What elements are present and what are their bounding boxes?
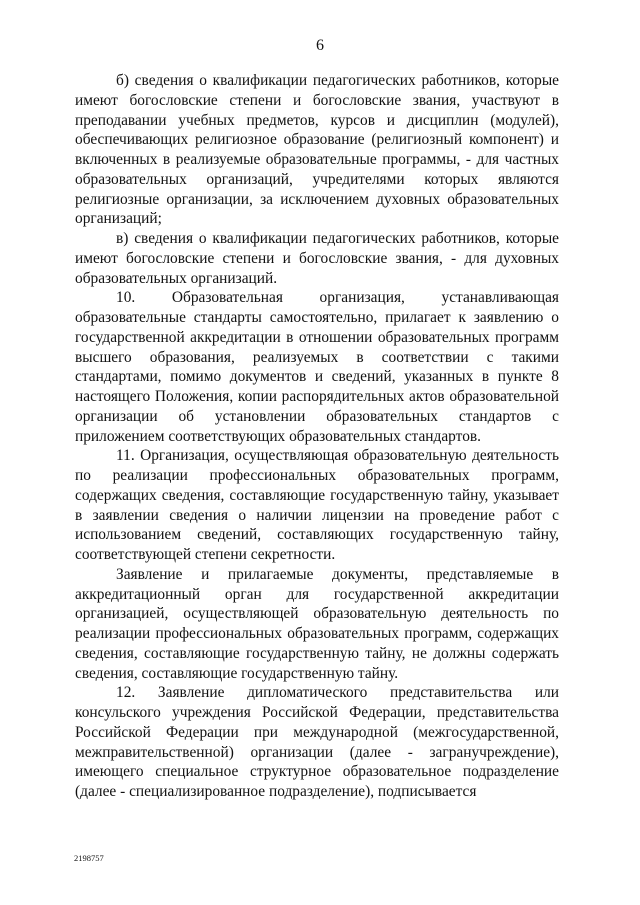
paragraph-clause-11: 11. Организация, осуществляющая образовательную деятельность по реализации профессиональных образовательных программ, содержащих сведения, составляющие государственную тайну, указывает в заявлении сведения о наличии лицензии на проведение работ с использованием сведений, составляющих государственную тайну, соответствующей степени секретности. (75, 447, 559, 563)
paragraph-clause-11-continued: Заявление и прилагаемые документы, представляемые в аккредитационный орган для государственной аккредитации организацией, осуществляющей образовательную деятельность по реализации профессиональных образовательных программ, содержащих сведения, составляющие государственную тайну, не должны содержать сведения, составляющие государственную тайну. (75, 565, 559, 682)
page-number: 6 (316, 37, 324, 54)
paragraph-clause-12: 12. Заявление дипломатического представительства или консульского учреждения Российской Федерации, представительства Российской Федерации при международной (межгосударственной, межправительственной) организации (далее - загранучреждение), имеющего специальное структурное образовательное подразделение (далее - специализированное подразделение), подписывается (75, 684, 559, 800)
paragraph-item-b: б) сведения о квалификации педагогических работников, которые имеют богословские степени и богословские звания, участвуют в преподавании учебных предметов, курсов и дисциплин (модулей), обеспечивающих религиозное образование (религиозный компонент) и включенных в реализуемые образовательные программы, - для частных образовательных организаций, учредителями которых являются религиозные организации, за исключением духовных образовательных организаций; (75, 72, 559, 228)
document-code: 2198757 (74, 853, 104, 863)
paragraph-clause-10: 10. Образовательная организация, устанавливающая образовательные стандарты самостоятельно, прилагает к заявлению о государственной аккредитации в отношении образовательных программ высшего образования, реализуемых в соответствии с такими стандартами, помимо документов и сведений, указанных в пункте 8 настоящего Положения, копии распорядительных актов образовательной организации об установлении образовательных стандартов с приложением соответствующих образовательных стандартов. (75, 289, 559, 445)
document-body (75, 71, 559, 802)
paragraph-item-v: в) сведения о квалификации педагогических работников, которые имеют богословские степени и богословские звания, - для духовных образовательных организаций. (75, 230, 559, 287)
